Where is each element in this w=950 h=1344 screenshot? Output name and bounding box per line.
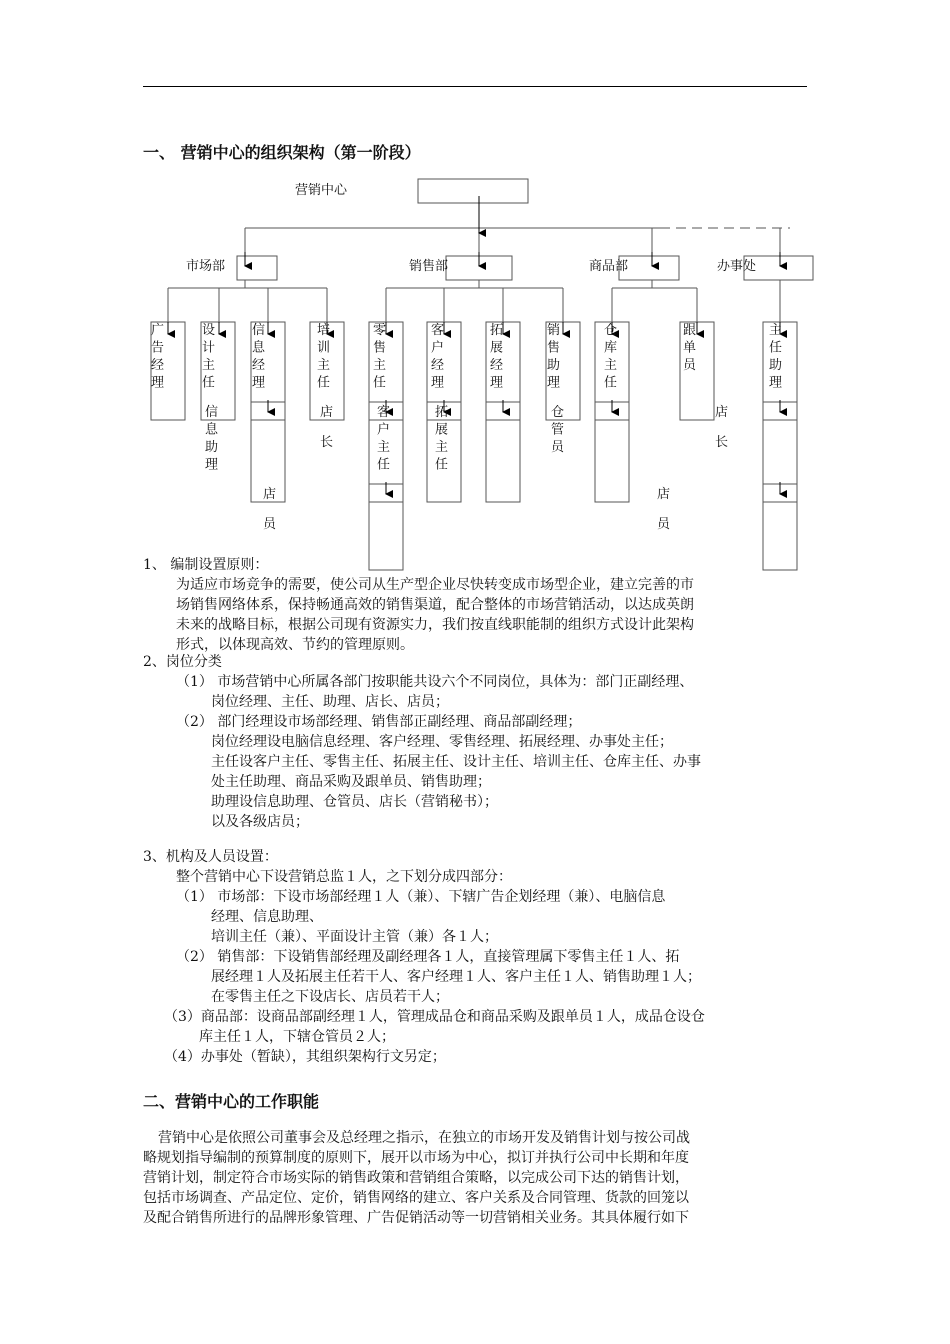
item2-line: 主任设客户主任、零售主任、拓展主任、设计主任、培训主任、仓库主任、办事 [211,754,701,770]
item3-line: （2） 销售部：下设销售部经理及副经理各１人，直接管理属下零售主任１人、拓 [176,949,680,965]
section2-line: 营销计划，制定符合市场实际的销售政策和营销组合策略，以完成公司下达的销售计划， [143,1170,689,1186]
item3-line: 经理、信息助理、 [211,909,323,925]
item3-line: （4）办事处（暂缺），其组织架构行文另定； [164,1049,446,1065]
position-customer: 客户经理 [431,323,445,391]
position-follow: 跟单员 [683,323,697,373]
position-staff: 店员 [263,487,277,532]
position-design: 设计主任 [202,323,216,391]
item3-line: （3）商品部：设商品部副经理１人，管理成品仓和商品采购及跟单员１人，成品仓设仓 [164,1009,705,1025]
item1-line: 场销售网络体系，保持畅通高效的销售渠道，配合整体的市场营销活动，以达成英朗 [176,597,694,613]
item3-line: 在零售主任之下设店长、店员若干人； [211,989,449,1005]
item2-line: （1） 市场营销中心所属各部门按职能共设六个不同岗位，具体为：部门正副经理、 [176,674,694,690]
org-chart [0,0,950,580]
item2-line: 岗位经理设电脑信息经理、客户经理、零售经理、拓展经理、办事处主任； [211,734,673,750]
item3-title: 3、机构及人员设置： [143,849,278,865]
dept-market: 市场部 [186,259,226,274]
position-keeper: 仓管员 [551,405,565,455]
item2-line: 岗位经理、主任、助理、店长、店员； [211,694,449,710]
item1-line: 未来的战略目标，根据公司现有资源实力，我们按直线职能制的组织方式设计此架构 [176,617,694,633]
position-retail: 零售主任 [373,323,387,391]
position-sales-asst: 销售助理 [547,323,561,391]
position-store-mgr: 店长 [320,405,334,450]
item2-line: 助理设信息助理、仓管员、店长（营销秘书）； [211,794,498,810]
item3-line: 库主任１人，下辖仓管员２人； [199,1029,395,1045]
position-info-asst: 信息助理 [205,405,219,473]
section1-heading: 一、 营销中心的组织架构（第一阶段） [143,143,421,162]
section2-line: 略规划指导编制的预算制度的原则下，展开以市场为中心，拟订并执行公司中长期和年度 [143,1150,689,1166]
dept-sales: 销售部 [409,259,449,274]
position-warehouse: 仓库主任 [604,323,618,391]
position-advert: 广告经理 [151,323,165,391]
item2-line: 以及各级店员； [211,814,309,830]
item1-line: 形式，以体现高效、节约的管理原则。 [176,637,414,653]
position-info: 信息经理 [252,323,266,391]
item2-line: （2） 部门经理设市场部经理、销售部正副经理、商品部副经理； [176,714,582,730]
position-staff: 店员 [657,487,671,532]
position-store-mgr: 店长 [715,405,729,450]
root-label: 营销中心 [295,183,348,198]
position-office-asst: 主任助理 [769,323,783,391]
root-box [418,179,528,203]
section2-heading: 二、营销中心的工作职能 [143,1092,320,1111]
item2-title: 2、岗位分类 [143,654,222,670]
position-customer-head: 客户主任 [377,405,391,473]
position-training: 培训主任 [317,323,331,391]
item1-line: 为适应市场竞争的需要，使公司从生产型企业尽快转变成市场型企业，建立完善的市 [176,577,694,593]
item3-line: （1） 市场部：下设市场部经理１人（兼）、下辖广告企划经理（兼）、电脑信息 [176,889,666,905]
dept-goods: 商品部 [589,259,629,274]
item1-title: 1、 编制设置原则： [143,557,269,573]
section2-line: 包括市场调查、产品定位、定价，销售网络的建立、客户关系及合同管理、货款的回笼以 [143,1190,689,1206]
position-expand-head: 拓展主任 [435,405,449,473]
item3-line: 展经理１人及拓展主任若干人、客户经理１人、客户主任１人、销售助理１人； [211,969,701,985]
position-expand: 拓展经理 [490,323,504,391]
item3-line: 培训主任（兼）、平面设计主管（兼）各１人； [211,929,498,945]
item2-line: 处主任助理、商品采购及跟单员、销售助理； [211,774,491,790]
section2-line: 营销中心是依照公司董事会及总经理之指示，在独立的市场开发及销售计划与按公司战 [158,1130,690,1146]
dept-office: 办事处 [717,259,757,274]
item3-line: 整个营销中心下设营销总监１人，之下划分成四部分： [176,869,512,885]
section2-line: 及配合销售所进行的品牌形象管理、广告促销活动等一切营销相关业务。其具体履行如下 [143,1210,689,1226]
